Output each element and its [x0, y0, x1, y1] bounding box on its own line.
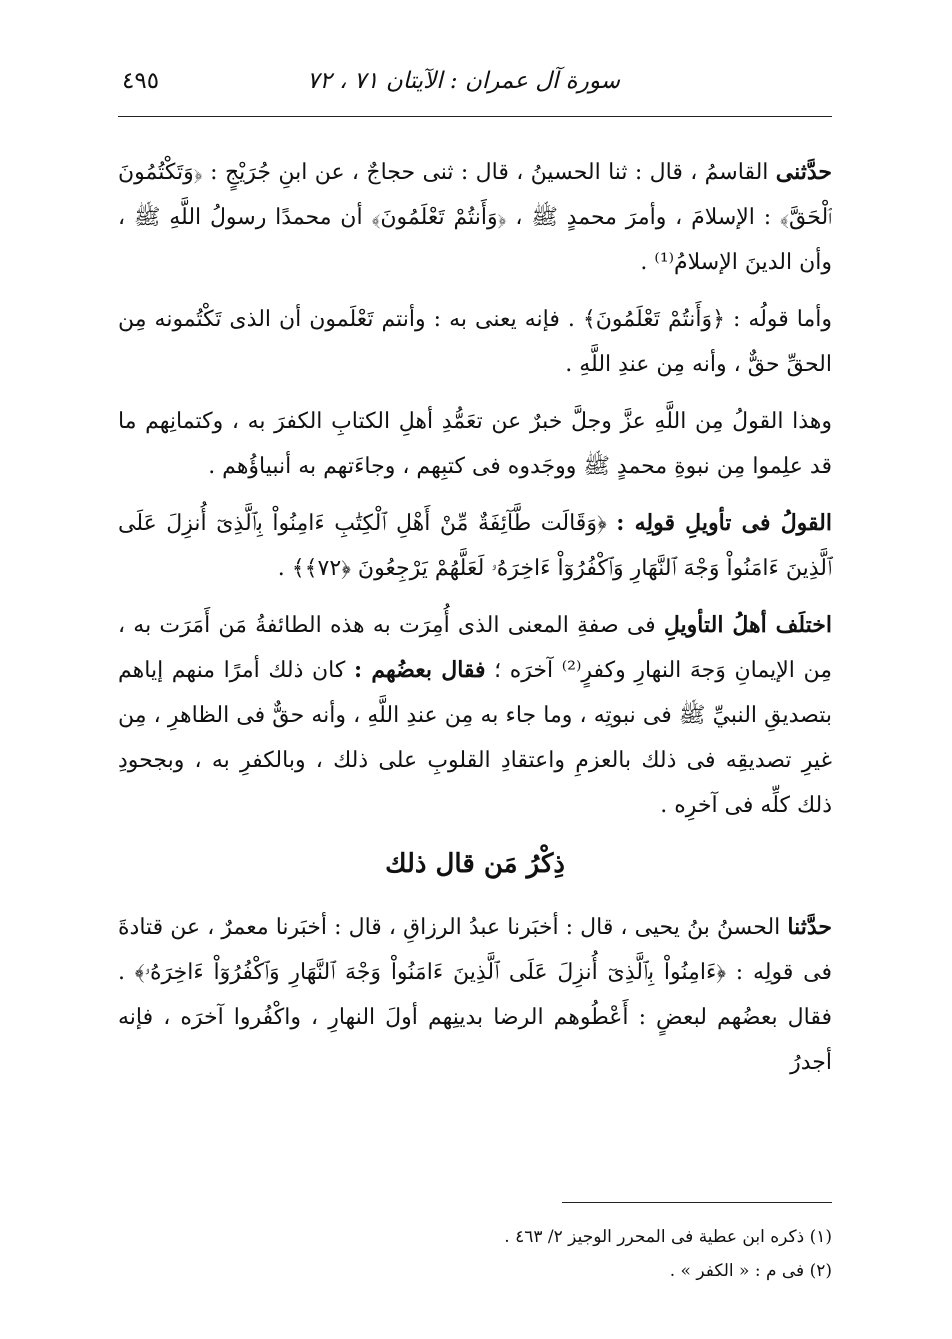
paragraph [118, 501, 832, 591]
paragraph [118, 603, 832, 828]
page-header [118, 60, 832, 117]
page-number: ٤٩٥ [122, 68, 160, 94]
paragraph-text: الحسنُ بنُ يحيى ، قال : أخبَرنا عبدُ الرزاقِ ، قال : أخبَرنا معمرٌ ، عن قتادةَ فى قولِه : ﴿ءَامِنُواْ بِٱلَّذِىٓ أُنزِلَ عَلَى ٱلَّذِينَ ءَامَنُواْ وَجْهَ ٱلنَّهَارِ وَٱكْفُرُوٓاْ ءَاخِرَهُۥ﴾ . فقال بعضُهم لبعضٍ : أَعْطُوهم الرضا بدينِهم أولَ النهارِ ، واكْفُروا آخرَه ، فإنه أجدرُ [118, 915, 832, 1075]
footnote: (١) ذكره ابن عطية فى المحرر الوجيز ٢/ ٤٦٣ . [504, 1227, 832, 1247]
paragraph [118, 297, 832, 387]
section-heading: ذِكْرُ مَن قال ذلك [385, 849, 565, 879]
footnotes [118, 1220, 832, 1288]
paragraph-text: ﴿وَقَالَت طَّآئِفَةٌ مِّنْ أَهْلِ ٱلْكِتَٰبِ ءَامِنُواْ بِٱلَّذِىٓ أُنزِلَ عَلَى ٱلَّذِينَ ءَامَنُواْ وَجْهَ ٱلنَّهَارِ وَٱكْفُرُوٓاْ ءَاخِرَهُۥ لَعَلَّهُمْ يَرْجِعُونَ ﴿٧٢﴾﴾ . [118, 511, 832, 581]
paragraph-inline-bold: فقال بعضُهم : [353, 657, 486, 683]
paragraph-lead: اختلَف أهلُ التأويلِ [663, 612, 832, 638]
paragraph-text: وهذا القولُ مِن اللَّهِ عزَّ وجلَّ خبرٌ عن تعَمُّدِ أهلِ الكتابِ الكفرَ به ، وكتمانِهم ما قد علِموا مِن نبوةِ محمدٍ ﷺ ووجَدوه فى كتبِهم ، وجاءَتهم به أنبياؤُهم . [118, 409, 832, 479]
paragraph-lead: حدَّثنى [775, 159, 832, 185]
main-text [118, 150, 832, 1097]
paragraph-text-after: كان ذلك أمرًا منهم إياهم بتصديقِ النبيِّ ﷺ فى نبوتِه ، وما جاء به مِن عندِ اللَّهِ ، وأنه حقٌّ فى الظاهرِ ، مِن غيرِ تصديقِه فى ذلك بالعزمِ واعتقادِ القلوبِ على ذلك ، وبالكفرِ به ، وبجحودِ ذلك كلِّه فى آخرِه . [118, 658, 832, 818]
paragraph-text: وأما قولُه : ﴿وَأَنتُمْ تَعْلَمُونَ﴾ . فإنه يعنى به : وأنتم تَعْلَمون أن الذى تَكْتُمونه مِن الحقِّ حقٌّ ، وأنه مِن عندِ اللَّهِ . [118, 307, 832, 377]
paragraph-lead: حدَّثنا [787, 914, 832, 940]
paragraph-text: القاسمُ ، قال : ثنا الحسينُ ، قال : ثنى حجاجٌ ، عن ابنِ جُرَيْجٍ : ﴿وَتَكْتُمُونَ ٱلْحَقَّ﴾ : الإسلامَ ، وأمرَ محمدٍ ﷺ ، ﴿وَأَنتُمْ تَعْلَمُونَ﴾ أن محمدًا رسولُ اللَّهِ ﷺ ، وأن الدينَ الإسلامُ⁽¹⁾ . [118, 160, 832, 275]
paragraph-lead: القولُ فى تأويلِ قولِه : [616, 510, 832, 536]
running-title: سورة آل عمران : الآيتان ٧١ ، ٧٢ [307, 68, 620, 94]
paragraph [118, 399, 832, 489]
document-page [118, 60, 832, 1300]
paragraph [118, 150, 832, 285]
footnote: (٢) فى م : « الكفر » . [669, 1261, 832, 1281]
paragraph-text: فى صفةِ المعنى الذى أُمِرَت به هذه الطائفةُ مَن أَمَرَت به ، مِن الإيمانِ وَجهَ النهارِ وكفرٍ⁽²⁾ آخرَه ؛ [118, 613, 833, 683]
paragraph [118, 905, 832, 1085]
footnote-divider [562, 1202, 832, 1203]
